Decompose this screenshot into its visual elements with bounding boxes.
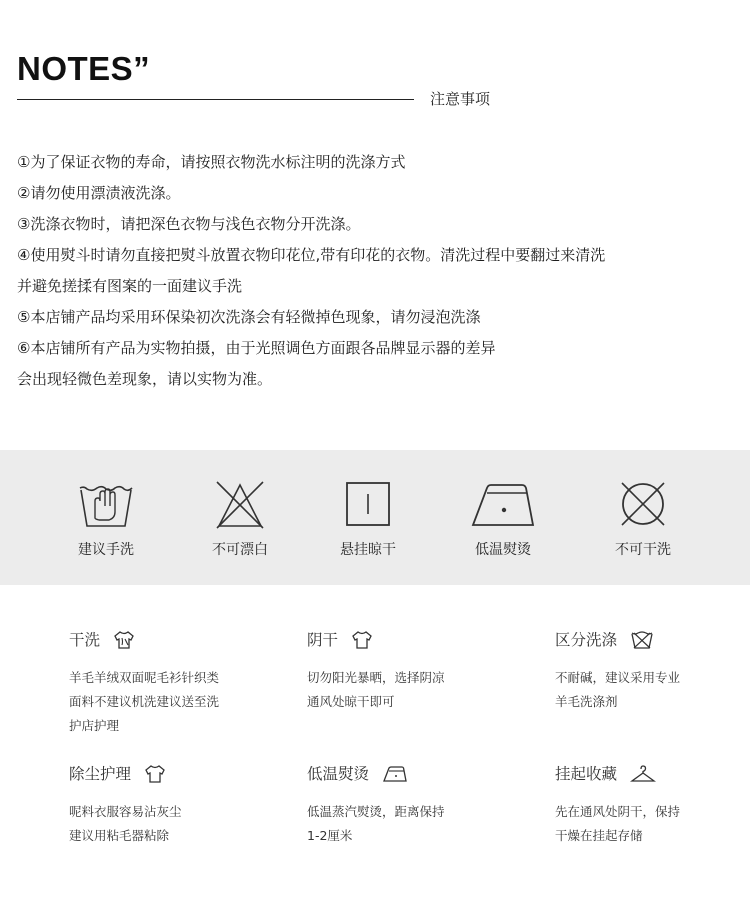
note-line: 并避免搓揉有图案的一面建议手洗	[17, 277, 243, 295]
tip-dry-clean	[69, 628, 219, 738]
note-line: ⑤本店铺产品均采用环保染初次洗涤会有轻微掉色现象，请勿浸泡洗涤	[17, 308, 481, 326]
tip-line: 干燥在挂起存储	[555, 828, 643, 843]
care-symbol-no-bleach	[175, 450, 305, 585]
page-subtitle: 注意事项	[430, 90, 491, 108]
tip-line: 羊毛羊绒双面呢毛衫针织类	[69, 670, 220, 685]
note-line: ②请勿使用漂渍液洗涤。	[17, 184, 181, 202]
low-iron-icon	[470, 480, 536, 528]
care-symbols-band	[0, 450, 750, 585]
dry-clean-shirt-icon	[113, 630, 135, 650]
care-symbol-hand-wash	[41, 450, 171, 585]
tip-line: 先在通风处阴干，保持	[555, 804, 681, 819]
care-label: 不可干洗	[615, 542, 671, 558]
note-line: 会出现轻微色差现象，请以实物为准。	[17, 370, 273, 388]
tip-line: 建议用粘毛器粘除	[69, 828, 170, 843]
tip-line: 1-2厘米	[307, 828, 353, 843]
shirt-icon	[351, 630, 373, 650]
care-symbol-low-iron	[438, 450, 568, 585]
note-line: ①为了保证衣物的寿命，请按照衣物洗水标注明的洗涤方式	[17, 153, 406, 171]
header-divider	[17, 99, 414, 100]
tip-title: 除尘护理	[69, 764, 132, 783]
tip-title: 区分洗涤	[555, 630, 618, 649]
separate-wash-icon	[630, 630, 654, 650]
tip-title: 低温熨烫	[307, 764, 370, 783]
hanger-icon	[630, 764, 656, 784]
tip-low-iron	[307, 762, 445, 848]
care-label: 低温熨烫	[475, 542, 531, 558]
care-label: 不可漂白	[212, 542, 268, 558]
tip-line: 羊毛洗涤剂	[555, 694, 618, 709]
tip-shade-dry	[307, 628, 445, 714]
care-label: 悬挂晾干	[340, 542, 396, 558]
shirt-icon	[144, 764, 166, 784]
tip-separate-wash	[555, 628, 680, 714]
no-tumble-dry-icon	[619, 480, 667, 528]
tip-title: 干洗	[69, 630, 101, 649]
note-line: ④使用熨斗时请勿直接把熨斗放置衣物印花位,带有印花的衣物。清洗过程中要翻过来清洗	[17, 246, 606, 264]
tip-line: 护店护理	[69, 718, 120, 733]
tip-line: 通风处晾干即可	[307, 694, 395, 709]
tip-line: 呢料衣服容易沾灰尘	[69, 804, 182, 819]
care-symbol-hang-dry	[303, 450, 433, 585]
tip-title: 阴干	[307, 630, 339, 649]
note-line: ③洗涤衣物时，请把深色衣物与浅色衣物分开洗涤。	[17, 215, 361, 233]
care-label: 建议手洗	[78, 542, 134, 558]
tip-line: 不耐碱，建议采用专业	[555, 670, 681, 685]
hand-wash-icon	[78, 480, 134, 530]
tip-line: 低温蒸汽熨烫，距离保持	[307, 804, 445, 819]
no-bleach-icon	[214, 480, 266, 530]
tip-hang-storage	[555, 762, 680, 848]
note-line: ⑥本店铺所有产品为实物拍摄，由于光照调色方面跟各品牌显示器的差异	[17, 339, 496, 357]
tip-line: 切勿阳光暴晒，选择阴凉	[307, 670, 445, 685]
tip-title: 挂起收藏	[555, 764, 618, 783]
tip-dust-care	[69, 762, 182, 848]
hang-dry-icon	[344, 480, 392, 528]
notes-list	[17, 147, 717, 395]
care-symbol-no-tumble-dry	[578, 450, 708, 585]
tip-line: 面料不建议机洗建议送至洗	[69, 694, 220, 709]
page-title: NOTES”	[17, 50, 151, 87]
iron-icon	[382, 765, 408, 783]
